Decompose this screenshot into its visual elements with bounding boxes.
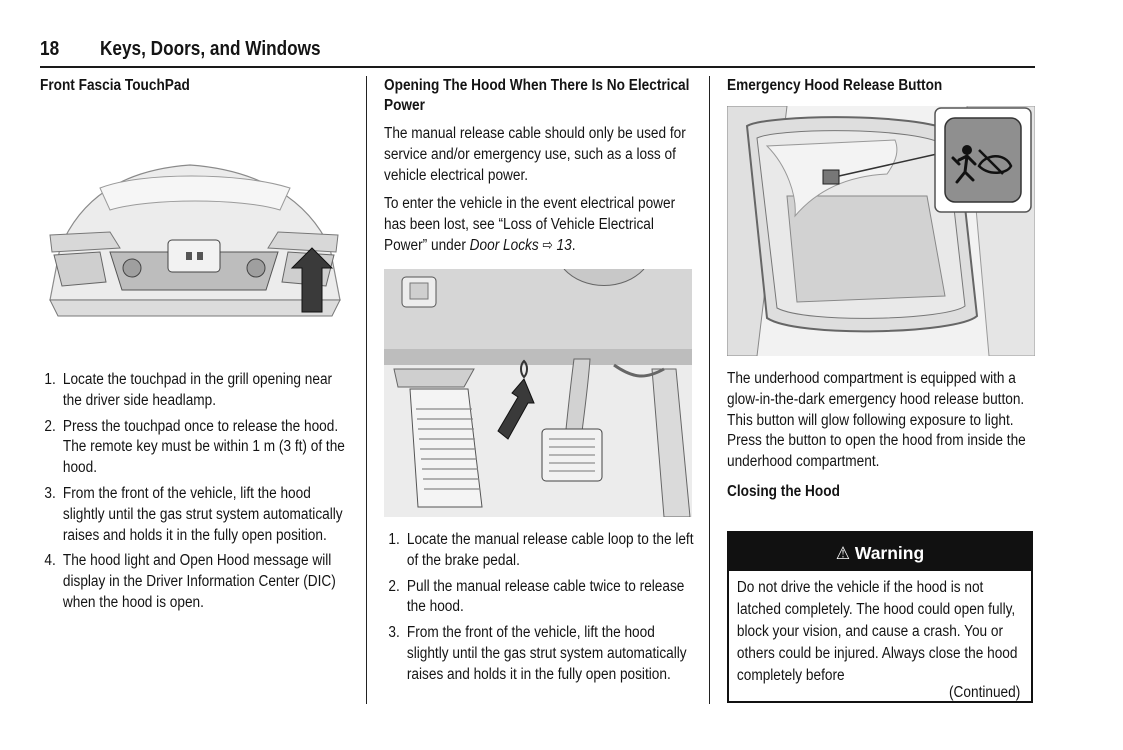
list-item: 1. Locate the manual release cable loop to the left of the brake pedal. xyxy=(388,531,694,569)
warning-box xyxy=(727,531,1033,703)
section-title: Keys, Doors, and Windows xyxy=(100,38,321,60)
hood-compartment-illustration xyxy=(727,106,1035,356)
page-header xyxy=(40,38,1035,64)
middle-step-list xyxy=(384,530,694,686)
list-item: 3. From the front of the vehicle, lift the hood slightly until the gas strut system automatically raises and holds it in the fully open position. xyxy=(388,624,687,683)
warning-text: Do not drive the vehicle if the hood is not latched completely. The hood could open fully, block your vision, and cause a crash. You or others could be injured. Always close the hood completely before xyxy=(736,579,1018,684)
brake-pedal-illustration xyxy=(384,269,692,517)
page-number: 18 xyxy=(40,38,60,60)
car-front-illustration xyxy=(40,140,348,340)
page-ref-arrow-icon: ⇨ xyxy=(542,236,553,254)
list-item: 1. Locate the touchpad in the grill opening near the driver side headlamp. xyxy=(44,371,333,409)
right-body xyxy=(727,369,1077,502)
header-rule xyxy=(40,66,1035,68)
middle-steps xyxy=(384,530,736,691)
right-column xyxy=(727,76,1077,96)
list-item: 2. Press the touchpad once to release the hood. The remote key must be within 1 m (3 ft) of the hood. xyxy=(44,417,345,477)
middle-heading: Opening The Hood When There Is No Electrical Power xyxy=(384,77,690,114)
continued-label: (Continued) xyxy=(949,684,1021,701)
middle-column xyxy=(384,76,736,257)
right-heading: Emergency Hood Release Button xyxy=(727,77,943,94)
left-step-list xyxy=(40,370,346,614)
door-locks-link[interactable]: Door Locks ⇨ 13 xyxy=(469,236,572,254)
middle-para-2: To enter the vehicle in the event electrical power has been lost, see “Loss of Vehicle Electrical Power” under Door Locks ⇨ 13. xyxy=(384,195,676,254)
warning-triangle-icon: ⚠ xyxy=(835,543,850,563)
warning-header xyxy=(729,533,1031,571)
left-steps xyxy=(40,370,388,619)
right-para-1: The underhood compartment is equipped with a glow-in-the-dark emergency hood release button. This button will glow following exposure to light. Press the button to open the hood from inside the underhood compartment. xyxy=(727,370,1026,471)
list-item: 3. From the front of the vehicle, lift the hood slightly until the gas strut system automatically raises and holds it in the fully open position. xyxy=(44,484,343,544)
middle-para-1: The manual release cable should only be used for service and/or emergency use, such as a loss of vehicle electrical power. xyxy=(384,125,686,184)
list-item: 4. The hood light and Open Hood message will display in the Driver Information Center (DIC) when the hood is open. xyxy=(44,552,336,611)
left-heading: Front Fascia TouchPad xyxy=(40,77,190,94)
list-item: 2. Pull the manual release cable twice to release the hood. xyxy=(388,577,685,616)
closing-hood-heading: Closing the Hood xyxy=(727,482,840,500)
left-column xyxy=(40,76,388,96)
warning-title: Warning xyxy=(854,543,925,563)
